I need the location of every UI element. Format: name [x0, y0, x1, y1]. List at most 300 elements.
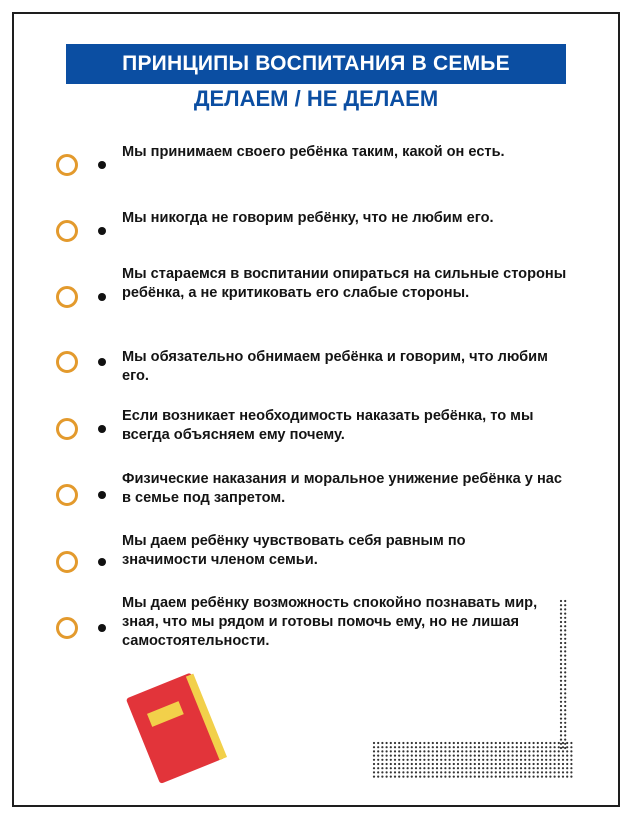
pattern-dot — [564, 697, 566, 699]
pattern-dot — [465, 755, 467, 757]
pattern-dot — [398, 767, 400, 769]
pattern-dot — [478, 776, 480, 778]
pattern-dot — [570, 755, 572, 757]
pattern-dot — [386, 763, 388, 765]
pattern-dot — [453, 750, 455, 752]
bullet-dot-icon — [98, 624, 106, 632]
pattern-dot — [491, 767, 493, 769]
pattern-dot — [440, 750, 442, 752]
pattern-dot — [495, 776, 497, 778]
pattern-dot — [407, 759, 409, 761]
pattern-dot — [495, 742, 497, 744]
pattern-dot — [564, 701, 566, 703]
pattern-dot — [533, 767, 535, 769]
pattern-dot — [516, 755, 518, 757]
pattern-dot — [503, 763, 505, 765]
pattern-dot — [560, 676, 562, 678]
pattern-dot — [457, 763, 459, 765]
pattern-dot — [440, 759, 442, 761]
pattern-dot — [503, 776, 505, 778]
pattern-dot — [554, 763, 556, 765]
pattern-dot — [566, 755, 568, 757]
pattern-dot — [436, 759, 438, 761]
pattern-dot — [570, 759, 572, 761]
pattern-dot — [398, 771, 400, 773]
pattern-dot — [495, 759, 497, 761]
pattern-dot — [449, 750, 451, 752]
pattern-dot — [444, 767, 446, 769]
pattern-dot — [549, 763, 551, 765]
pattern-dot — [558, 767, 560, 769]
pattern-dot — [478, 759, 480, 761]
pattern-dot — [558, 755, 560, 757]
pattern-dot — [533, 755, 535, 757]
pattern-dot — [432, 742, 434, 744]
pattern-dot — [478, 742, 480, 744]
pattern-dot — [570, 746, 572, 748]
pattern-dot — [377, 746, 379, 748]
pattern-dot — [503, 759, 505, 761]
pattern-dot — [423, 759, 425, 761]
pattern-dot — [423, 755, 425, 757]
pattern-dot — [419, 771, 421, 773]
pattern-dot — [503, 755, 505, 757]
pattern-dot — [562, 755, 564, 757]
pattern-dot — [453, 746, 455, 748]
pattern-dot — [560, 705, 562, 707]
pattern-dot — [373, 767, 375, 769]
orange-ring-icon — [56, 220, 78, 242]
pattern-dot — [570, 763, 572, 765]
pattern-dot — [394, 742, 396, 744]
principle-text: Мы принимаем своего ребёнка таким, какой он есть. — [122, 144, 505, 160]
pattern-dot — [428, 742, 430, 744]
pattern-dot — [419, 763, 421, 765]
pattern-dot — [419, 746, 421, 748]
pattern-dot — [411, 771, 413, 773]
pattern-dot — [560, 701, 562, 703]
pattern-dot — [512, 771, 514, 773]
principle-text: Мы стараемся в воспитании опираться на сильные стороны ребёнка, а не критиковать его слабые стороны. — [122, 266, 567, 301]
pattern-dot — [533, 759, 535, 761]
pattern-dot — [564, 638, 566, 640]
pattern-dot — [470, 759, 472, 761]
pattern-dot — [436, 755, 438, 757]
pattern-dot — [415, 755, 417, 757]
pattern-dot — [482, 755, 484, 757]
pattern-dot — [564, 600, 566, 602]
pattern-dot — [533, 742, 535, 744]
pattern-dot — [453, 767, 455, 769]
pattern-dot — [524, 750, 526, 752]
pattern-dot — [528, 776, 530, 778]
pattern-dot — [402, 750, 404, 752]
pattern-dot — [470, 750, 472, 752]
pattern-dot — [564, 730, 566, 732]
pattern-dot — [465, 759, 467, 761]
pattern-dot — [436, 767, 438, 769]
pattern-dot — [560, 646, 562, 648]
pattern-dot — [564, 709, 566, 711]
pattern-dot — [564, 667, 566, 669]
pattern-dot — [541, 742, 543, 744]
pattern-dot — [549, 767, 551, 769]
pattern-dot — [549, 742, 551, 744]
pattern-dot — [407, 771, 409, 773]
pattern-dot — [436, 750, 438, 752]
pattern-dot — [470, 755, 472, 757]
pattern-dot — [432, 759, 434, 761]
pattern-dot — [386, 746, 388, 748]
pattern-dot — [461, 755, 463, 757]
pattern-dot — [407, 746, 409, 748]
pattern-dot — [419, 742, 421, 744]
pattern-dot — [373, 755, 375, 757]
pattern-dot — [419, 755, 421, 757]
pattern-dot — [537, 759, 539, 761]
pattern-dot — [554, 742, 556, 744]
pattern-dot — [495, 750, 497, 752]
principle-text: Мы даем ребёнку возможность спокойно познавать мир, зная, что мы рядом и готовы помочь ему, но не лишая самостоятельности. — [122, 595, 538, 649]
pattern-dot — [482, 776, 484, 778]
pattern-dot — [453, 763, 455, 765]
pattern-dot — [474, 771, 476, 773]
pattern-dot — [419, 776, 421, 778]
orange-ring-icon — [56, 484, 78, 506]
pattern-dot — [507, 776, 509, 778]
pattern-dot — [482, 759, 484, 761]
pattern-dot — [373, 759, 375, 761]
pattern-dot — [449, 776, 451, 778]
pattern-dot — [386, 776, 388, 778]
pattern-dot — [560, 634, 562, 636]
pattern-dot — [415, 746, 417, 748]
pattern-dot — [436, 771, 438, 773]
pattern-dot — [564, 734, 566, 736]
pattern-dot — [564, 604, 566, 606]
pattern-dot — [470, 763, 472, 765]
pattern-dot — [560, 650, 562, 652]
pattern-dot — [386, 750, 388, 752]
pattern-dot — [499, 763, 501, 765]
pattern-dot — [457, 750, 459, 752]
pattern-dot — [512, 776, 514, 778]
pattern-dot — [507, 742, 509, 744]
pattern-dot — [381, 759, 383, 761]
pattern-dot — [444, 759, 446, 761]
pattern-dot — [528, 750, 530, 752]
pattern-dot — [564, 688, 566, 690]
pattern-dot — [394, 755, 396, 757]
pattern-dot — [524, 759, 526, 761]
pattern-dot — [537, 767, 539, 769]
pattern-dot — [516, 742, 518, 744]
pattern-dot — [377, 759, 379, 761]
pattern-dot — [560, 688, 562, 690]
pattern-dot — [560, 667, 562, 669]
pattern-dot — [564, 634, 566, 636]
pattern-dot — [461, 771, 463, 773]
pattern-dot — [453, 776, 455, 778]
pattern-dot — [411, 750, 413, 752]
principle-text: Мы обязательно обнимаем ребёнка и говорим, что любим его. — [122, 349, 548, 384]
pattern-dot — [394, 776, 396, 778]
pattern-dot — [373, 742, 375, 744]
pattern-dot — [503, 767, 505, 769]
pattern-dot — [423, 750, 425, 752]
pattern-dot — [560, 642, 562, 644]
pattern-dot — [516, 763, 518, 765]
pattern-dot — [495, 746, 497, 748]
pattern-dot — [524, 742, 526, 744]
pattern-dot — [444, 763, 446, 765]
pattern-dot — [453, 771, 455, 773]
pattern-dot — [465, 742, 467, 744]
pattern-dot — [478, 746, 480, 748]
pattern-dot — [564, 671, 566, 673]
pattern-dot — [474, 755, 476, 757]
pattern-dot — [377, 742, 379, 744]
pattern-dot — [564, 617, 566, 619]
pattern-dot — [377, 767, 379, 769]
pattern-dot — [558, 759, 560, 761]
pattern-dot — [512, 763, 514, 765]
pattern-dot — [491, 742, 493, 744]
pattern-dot — [470, 776, 472, 778]
pattern-dot — [562, 771, 564, 773]
pattern-dot — [566, 771, 568, 773]
pattern-dot — [432, 767, 434, 769]
pattern-dot — [545, 755, 547, 757]
pattern-dot — [507, 750, 509, 752]
pattern-dot — [482, 742, 484, 744]
pattern-dot — [407, 776, 409, 778]
pattern-dot — [545, 746, 547, 748]
pattern-dot — [495, 755, 497, 757]
pattern-dot — [486, 771, 488, 773]
pattern-dot — [560, 655, 562, 657]
pattern-dot — [507, 755, 509, 757]
pattern-dot — [520, 763, 522, 765]
pattern-dot — [533, 776, 535, 778]
pattern-dot — [537, 742, 539, 744]
pattern-dot — [428, 755, 430, 757]
pattern-dot — [520, 746, 522, 748]
pattern-dot — [512, 742, 514, 744]
pattern-dot — [564, 621, 566, 623]
pattern-dot — [411, 776, 413, 778]
pattern-dot — [564, 692, 566, 694]
pattern-dot — [524, 776, 526, 778]
pattern-dot — [520, 755, 522, 757]
pattern-dot — [549, 750, 551, 752]
pattern-dot — [533, 750, 535, 752]
pattern-dot — [560, 604, 562, 606]
pattern-dot — [491, 755, 493, 757]
pattern-dot — [394, 759, 396, 761]
pattern-dot — [474, 742, 476, 744]
pattern-dot — [560, 722, 562, 724]
pattern-dot — [449, 755, 451, 757]
pattern-dot — [461, 742, 463, 744]
pattern-dot — [457, 759, 459, 761]
pattern-dot — [381, 746, 383, 748]
pattern-dot — [381, 763, 383, 765]
pattern-dot — [528, 742, 530, 744]
pattern-dot — [570, 771, 572, 773]
pattern-dot — [562, 759, 564, 761]
pattern-dot — [428, 759, 430, 761]
pattern-dot — [386, 755, 388, 757]
pattern-dot — [560, 671, 562, 673]
principle-text: Физические наказания и моральное унижение ребёнка у нас в семье под запретом. — [122, 471, 562, 506]
pattern-dot — [564, 684, 566, 686]
pattern-dot — [373, 776, 375, 778]
pattern-dot — [570, 767, 572, 769]
pattern-dot — [415, 763, 417, 765]
pattern-dot — [541, 771, 543, 773]
pattern-dot — [554, 776, 556, 778]
pattern-dot — [381, 755, 383, 757]
pattern-dot — [495, 767, 497, 769]
pattern-dot — [524, 767, 526, 769]
pattern-dot — [482, 767, 484, 769]
pattern-dot — [449, 759, 451, 761]
pattern-dot — [457, 755, 459, 757]
pattern-dot — [537, 746, 539, 748]
pattern-dot — [566, 742, 568, 744]
pattern-dot — [415, 767, 417, 769]
pattern-dot — [499, 742, 501, 744]
pattern-dot — [428, 763, 430, 765]
pattern-dot — [386, 742, 388, 744]
page-subtitle: ДЕЛАЕМ / НЕ ДЕЛАЕМ — [193, 86, 439, 111]
pattern-dot — [520, 750, 522, 752]
pattern-dot — [457, 746, 459, 748]
pattern-dot — [474, 746, 476, 748]
dot-pattern-vertical — [559, 599, 575, 749]
pattern-dot — [549, 746, 551, 748]
pattern-dot — [507, 746, 509, 748]
pattern-dot — [549, 755, 551, 757]
pattern-dot — [407, 755, 409, 757]
pattern-dot — [465, 776, 467, 778]
pattern-dot — [465, 750, 467, 752]
pattern-dot — [373, 771, 375, 773]
pattern-dot — [390, 763, 392, 765]
pattern-dot — [465, 771, 467, 773]
pattern-dot — [564, 613, 566, 615]
pattern-dot — [457, 742, 459, 744]
pattern-dot — [528, 763, 530, 765]
pattern-dot — [411, 767, 413, 769]
pattern-dot — [470, 742, 472, 744]
pattern-dot — [478, 755, 480, 757]
pattern-dot — [499, 759, 501, 761]
bullet-dot-icon — [98, 358, 106, 366]
pattern-dot — [562, 742, 564, 744]
pattern-dot — [549, 759, 551, 761]
pattern-dot — [560, 730, 562, 732]
pattern-dot — [562, 776, 564, 778]
pattern-dot — [419, 767, 421, 769]
pattern-dot — [390, 771, 392, 773]
pattern-dot — [428, 767, 430, 769]
pattern-dot — [423, 763, 425, 765]
pattern-dot — [398, 742, 400, 744]
pattern-dot — [503, 771, 505, 773]
pattern-dot — [411, 742, 413, 744]
pattern-dot — [545, 763, 547, 765]
pattern-dot — [524, 746, 526, 748]
pattern-dot — [558, 763, 560, 765]
pattern-dot — [570, 776, 572, 778]
pattern-dot — [512, 759, 514, 761]
pattern-dot — [470, 746, 472, 748]
pattern-dot — [554, 755, 556, 757]
page-title: ПРИНЦИПЫ ВОСПИТАНИЯ В СЕМЬЕ — [66, 44, 566, 84]
pattern-dot — [457, 767, 459, 769]
pattern-dot — [444, 742, 446, 744]
pattern-dot — [560, 680, 562, 682]
pattern-dot — [560, 713, 562, 715]
pattern-dot — [386, 767, 388, 769]
pattern-dot — [558, 746, 560, 748]
pattern-dot — [428, 776, 430, 778]
pattern-dot — [444, 746, 446, 748]
pattern-dot — [512, 746, 514, 748]
pattern-dot — [440, 755, 442, 757]
pattern-dot — [407, 763, 409, 765]
pattern-dot — [554, 771, 556, 773]
pattern-dot — [507, 763, 509, 765]
pattern-dot — [402, 746, 404, 748]
pattern-dot — [560, 621, 562, 623]
pattern-dot — [478, 750, 480, 752]
pattern-dot — [390, 742, 392, 744]
pattern-dot — [545, 759, 547, 761]
pattern-dot — [562, 746, 564, 748]
orange-ring-icon — [56, 418, 78, 440]
pattern-dot — [566, 763, 568, 765]
pattern-dot — [524, 771, 526, 773]
pattern-dot — [499, 767, 501, 769]
pattern-dot — [541, 776, 543, 778]
pattern-dot — [390, 776, 392, 778]
pattern-dot — [428, 771, 430, 773]
pattern-dot — [390, 750, 392, 752]
pattern-dot — [381, 776, 383, 778]
pattern-dot — [570, 742, 572, 744]
pattern-dot — [564, 646, 566, 648]
pattern-dot — [423, 746, 425, 748]
pattern-dot — [541, 746, 543, 748]
pattern-dot — [461, 776, 463, 778]
pattern-dot — [516, 767, 518, 769]
pattern-dot — [381, 742, 383, 744]
dot-pattern-horizontal — [372, 741, 577, 781]
pattern-dot — [402, 776, 404, 778]
orange-ring-icon — [56, 551, 78, 573]
pattern-dot — [390, 767, 392, 769]
pattern-dot — [486, 750, 488, 752]
pattern-dot — [495, 763, 497, 765]
pattern-dot — [415, 776, 417, 778]
pattern-dot — [390, 759, 392, 761]
pattern-dot — [386, 771, 388, 773]
pattern-dot — [428, 750, 430, 752]
pattern-dot — [394, 746, 396, 748]
